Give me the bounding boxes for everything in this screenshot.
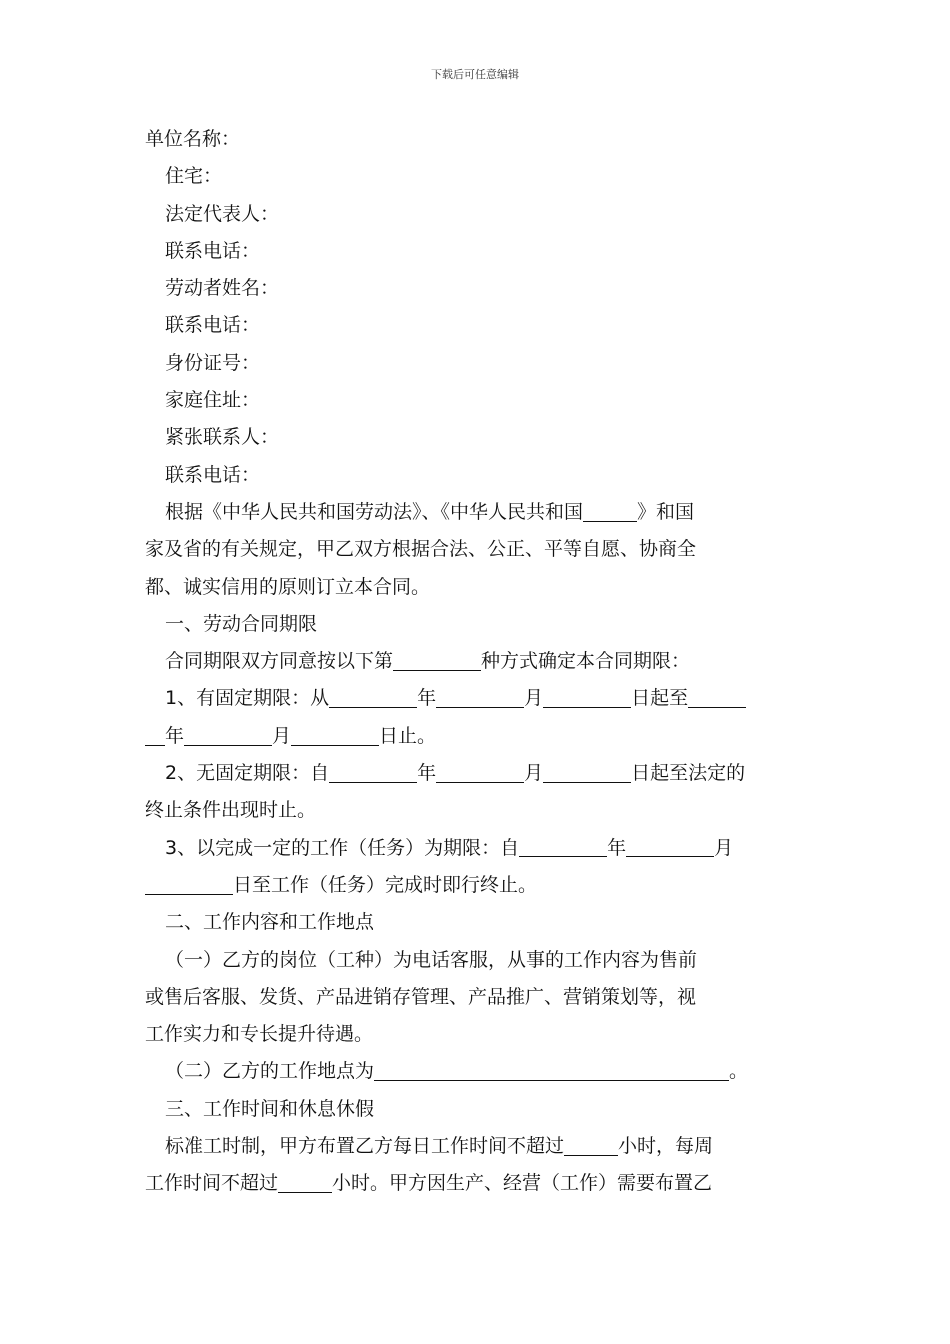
field-phone-worker: 联系电话：	[165, 314, 261, 337]
section-1-heading: 一、劳动合同期限	[165, 612, 318, 635]
blank-weekly-hours	[278, 1172, 332, 1193]
blank-day	[145, 874, 233, 895]
blank-end-year-a	[688, 687, 746, 708]
field-id-number: 身份证号：	[165, 351, 261, 374]
option-1-line-1: 1、有固定期限：从 年 月 日起至	[145, 680, 808, 717]
blank-day	[543, 762, 631, 783]
section-1-intro: 合同期限双方同意按以下第 种方式确定本合同期限：	[165, 650, 691, 673]
blank-work-location	[374, 1060, 729, 1081]
field-home-address: 家庭住址：	[165, 389, 261, 412]
option-1-line-2: 年 月 日止。	[145, 718, 808, 755]
blank-month	[436, 762, 524, 783]
field-worker-name: 劳动者姓名：	[165, 277, 280, 300]
section-3-para-line-2: 工作时间不超过 小时。甲方因生产、经营（工作）需要布置乙	[145, 1172, 713, 1195]
preamble-line-1: 根据《中华人民共和国劳动法》、《中华人民共和国 》和国	[165, 500, 695, 523]
section-2-heading: 二、工作内容和工作地点	[165, 911, 375, 934]
section-2-para-1-line-3: 工作实力和专长提升待遇。	[145, 1023, 374, 1046]
blank-year	[329, 687, 417, 708]
field-emergency-contact: 紧张联系人：	[165, 426, 280, 449]
blank-daily-hours	[564, 1135, 618, 1156]
blank-year	[329, 762, 417, 783]
field-phone-emergency: 联系电话：	[165, 463, 261, 486]
contract-body	[145, 121, 808, 1203]
blank-method-number	[393, 650, 481, 671]
preamble-line-3: 都、诚实信用的原则订立本合同。	[145, 575, 431, 598]
field-phone-employer: 联系电话：	[165, 239, 261, 262]
blank-day	[543, 687, 631, 708]
field-unit-name: 单位名称：	[145, 128, 241, 150]
section-3-para-line-1: 标准工时制，甲方布置乙方每日工作时间不超过 小时，每周	[165, 1135, 714, 1158]
blank-month	[626, 837, 714, 858]
section-3-heading: 三、工作时间和休息休假	[165, 1097, 375, 1120]
section-2-para-2: （二）乙方的工作地点为 。	[165, 1060, 749, 1083]
field-residence: 住宅：	[165, 165, 223, 188]
section-2-para-1-line-1: （一）乙方的岗位（工种）为电话客服，从事的工作内容为售前	[165, 948, 698, 971]
blank-law-name	[583, 501, 637, 522]
page-header-note: 下载后可任意编辑	[431, 68, 519, 81]
option-2-line-2: 终止条件出现时止。	[145, 799, 317, 822]
blank-end-month	[184, 725, 272, 746]
section-2-para-1-line-2: 或售后客服、发货、产品进销存管理、产品推广、营销策划等，视	[145, 985, 697, 1008]
option-3-line-1: 3、以完成一定的工作（任务）为期限：自 年 月	[165, 836, 734, 859]
blank-year	[519, 837, 607, 858]
blank-end-year-b	[145, 725, 165, 746]
option-2-line-1: 2、无固定期限：自 年 月 日起至法定的	[165, 762, 746, 785]
option-3-line-2: 日至工作（任务）完成时即行终止。	[145, 867, 808, 904]
blank-month	[436, 687, 524, 708]
blank-end-day	[291, 725, 379, 746]
preamble-line-2: 家及省的有关规定，甲乙双方根据合法、公正、平等自愿、协商全	[145, 538, 697, 561]
field-legal-rep: 法定代表人：	[165, 202, 280, 225]
